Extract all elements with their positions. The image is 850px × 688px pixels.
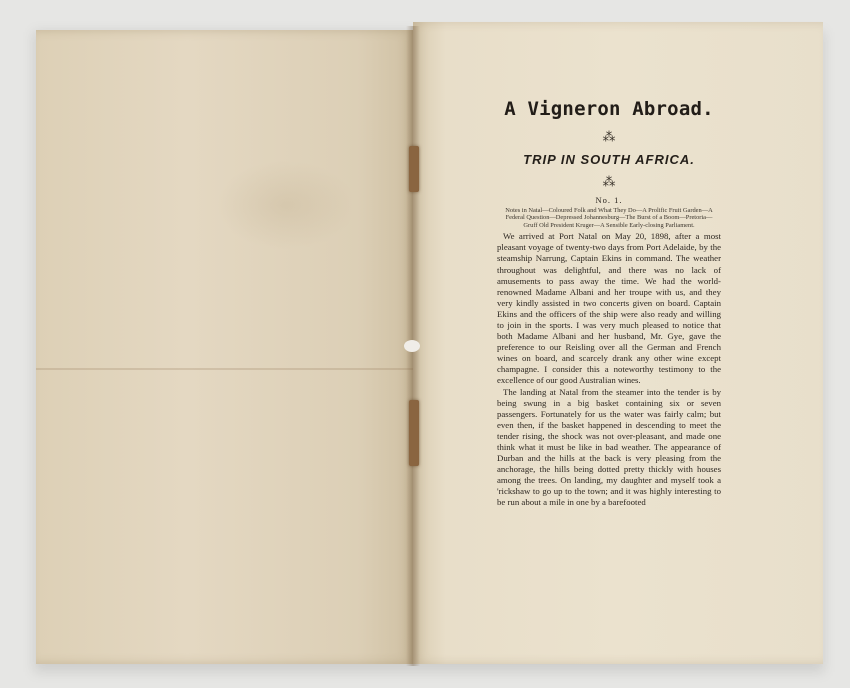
left-page-blank [36,30,414,664]
show-through-ghost-print [216,160,356,250]
spine-tear-hole [404,340,420,352]
article-column [497,98,721,509]
part-number: No. 1. [595,195,623,205]
rusty-staple-bottom [409,400,419,466]
rusty-staple-top [409,146,419,192]
article-subtitle: TRIP IN SOUTH AFRICA. [523,152,695,167]
article-title: A Vigneron Abroad. [504,98,714,120]
page-fold-crease [36,368,414,370]
article-summary: Notes in Natal—Coloured Folk and What They Do—A Prolific Fruit Garden—A Federal Question—Depressed Johannesburg—The Burst of a Boom—Pretoria—Gruff Old President Kruger—A Sensible Early-closing Parliament. [505,207,713,229]
body-paragraph: We arrived at Port Natal on May 20, 1898, after a most pleasant voyage of twenty-two days from Port Adelaide, by the steamship Narrung, Captain Ekins in command. The weather throughout was delightful, and there was no lack of amusements to pass away the time. We had the world-renowned Madame Albani and her troupe with us, and they very kindly assisted in two concerts given on board. Captain Ekins and the officers of the ship were also ready and willing to join in the sports. I was very much pleased to notice that both Madame Albani and her husband, Mr. Gye, gave the preference to our Reisling over all the German and French wines on board, and scarcely drank any other wine except champagne. I consider this a noteworthy testimony to the excellence of our good Australian wines. [497,231,721,386]
asterism-ornament-icon: ⁂ [602,129,616,144]
body-paragraph: The landing at Natal from the steamer into the tender is by being swung in a big basket containing six or seven passengers. Fortunately for us the water was fairly calm; but even then, if the basket happened in descending to meet the tender rising, the shock was not over-pleasant, and made one think what it must be like in bad weather. The appearance of Durban and the hills at the back is very pleasing from the anchorage, the hills being dotted pretty thickly with houses among the trees. On landing, my daughter and myself took a 'rickshaw to go up to the town; and it was highly interesting to be run about a mile in one by a barefooted [497,386,721,508]
asterism-ornament-icon: ⁂ [602,174,616,189]
